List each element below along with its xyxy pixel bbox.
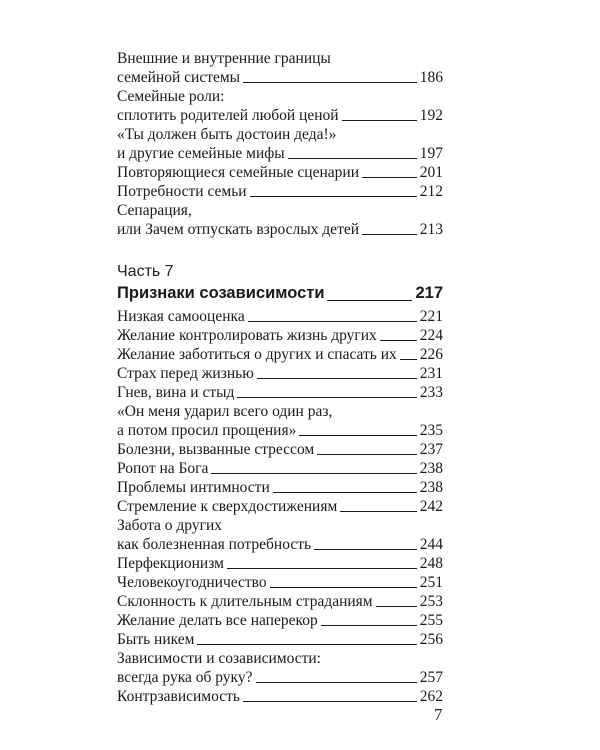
toc-entry[interactable]: [117, 611, 443, 630]
dot-leader: [321, 625, 417, 626]
toc-entry-page: 238: [419, 460, 443, 477]
toc-entry-page: 256: [419, 631, 443, 648]
toc-entry-text: «Он меня ударил всего один раз,: [117, 403, 333, 420]
toc-entry-page: 212: [419, 183, 443, 200]
dot-leader: [327, 300, 412, 301]
toc-entry[interactable]: [117, 554, 443, 573]
dot-leader: [248, 321, 417, 322]
dot-leader: [273, 492, 417, 493]
toc-entry-text: Болезни, вызванные стрессом: [117, 441, 315, 458]
toc-entry-text: Стремление к сверхдостижениям: [117, 498, 338, 515]
toc-entry[interactable]: [117, 307, 443, 326]
toc-entry-text: Повторяющиеся семейные сценарии: [117, 164, 359, 181]
toc-entry[interactable]: [117, 516, 443, 554]
toc-entry-text: Страх перед жизнью: [117, 365, 254, 382]
toc-entry[interactable]: [117, 345, 443, 364]
part-title: Признаки созависимости: [117, 284, 325, 302]
toc-entry-page: 192: [419, 107, 443, 124]
toc-entry-text: Желание делать все наперекор: [117, 612, 318, 629]
toc-entry-page: 231: [419, 365, 443, 382]
dot-leader: [342, 120, 417, 121]
toc-entry-page: 221: [419, 308, 443, 325]
toc-entry[interactable]: [117, 592, 443, 611]
toc-entry-text: Перфекционизм: [117, 555, 224, 572]
toc-entry[interactable]: [117, 125, 443, 163]
toc-entry-text: Внешние и внутренние границы: [117, 50, 331, 67]
toc-entry-page: 251: [419, 574, 443, 591]
toc-entry[interactable]: [117, 497, 443, 516]
toc-entry-text: Низкая самооценка: [117, 308, 245, 325]
toc-entry-text: Желание контролировать жизнь других: [117, 327, 377, 344]
toc-entry[interactable]: [117, 649, 443, 687]
dot-leader: [270, 587, 417, 588]
page-number: 7: [434, 705, 443, 724]
toc-entry-page: 186: [419, 69, 443, 86]
toc-entry-text: а потом просил прощения»: [117, 422, 297, 439]
toc-entry-text: Забота о других: [117, 517, 223, 534]
toc-entry-text: Контрзависимость: [117, 688, 240, 705]
toc-entry-text: Проблемы интимности: [117, 479, 270, 496]
dot-leader: [288, 158, 417, 159]
toc-entry-page: 226: [419, 346, 443, 363]
toc-entry-page: 248: [419, 555, 443, 572]
table-of-contents: [117, 49, 443, 706]
part-label: Часть 7: [117, 263, 174, 280]
toc-entry-text: Человекоугодничество: [117, 574, 267, 591]
dot-leader: [314, 549, 417, 550]
dot-leader: [227, 568, 417, 569]
toc-entry-page: 235: [419, 422, 443, 439]
toc-entry-page: 233: [419, 384, 443, 401]
toc-entry-page: 257: [419, 669, 443, 686]
dot-leader: [256, 682, 417, 683]
toc-entry-page: 244: [419, 536, 443, 553]
dot-leader: [380, 340, 417, 341]
toc-entry-text: Быть никем: [117, 631, 195, 648]
toc-entry-page: 238: [419, 479, 443, 496]
part-title-page: 217: [415, 284, 443, 302]
toc-entry-text: Потребности семьи: [117, 183, 247, 200]
toc-section-previous: [117, 49, 443, 239]
toc-entry-page: 255: [419, 612, 443, 629]
toc-entry[interactable]: [117, 630, 443, 649]
toc-entry-text: или Зачем отпускать взрослых детей: [117, 221, 360, 238]
toc-entry[interactable]: [117, 459, 443, 478]
toc-entry-page: 262: [419, 688, 443, 705]
toc-entry-page: 213: [419, 221, 443, 238]
toc-entry[interactable]: [117, 49, 443, 87]
toc-entry-text: Склонность к длительным страданиям: [117, 593, 373, 610]
dot-leader: [197, 644, 416, 645]
toc-entry-page: 224: [419, 327, 443, 344]
toc-entry[interactable]: [117, 326, 443, 345]
dot-leader: [211, 473, 416, 474]
toc-entry[interactable]: [117, 163, 443, 182]
toc-entry[interactable]: [117, 478, 443, 497]
toc-entry[interactable]: [117, 440, 443, 459]
dot-leader: [340, 511, 416, 512]
toc-entry-text: Гнев, вина и стыд: [117, 384, 235, 401]
toc-entry-text: семейной системы: [117, 69, 241, 86]
dot-leader: [362, 177, 417, 178]
toc-entry-page: 201: [419, 164, 443, 181]
toc-entry-text: всегда рука об руку?: [117, 669, 253, 686]
toc-entry-page: 253: [419, 593, 443, 610]
toc-entry-text: Семейные роли:: [117, 88, 225, 105]
dot-leader: [317, 454, 417, 455]
dot-leader: [362, 234, 417, 235]
toc-entry[interactable]: [117, 182, 443, 201]
dot-leader: [243, 82, 417, 83]
toc-entry-text: Ропот на Бога: [117, 460, 209, 477]
toc-entry[interactable]: [117, 402, 443, 440]
toc-entry[interactable]: [117, 364, 443, 383]
toc-entry-text: «Ты должен быть достоин деда!»: [117, 126, 337, 143]
dot-leader: [376, 606, 417, 607]
dot-leader: [299, 435, 416, 436]
toc-entry[interactable]: [117, 201, 443, 239]
dot-leader: [237, 397, 416, 398]
toc-entry-page: 242: [419, 498, 443, 515]
dot-leader: [250, 196, 417, 197]
part-title-entry[interactable]: [117, 282, 443, 305]
toc-entry-text: как болезненная потребность: [117, 536, 312, 553]
toc-entry-page: 237: [419, 441, 443, 458]
section-gap: [117, 239, 443, 261]
toc-entry[interactable]: [117, 687, 443, 706]
toc-entry-text: сплотить родителей любой ценой: [117, 107, 339, 124]
toc-entry[interactable]: [117, 573, 443, 592]
toc-entry-text: и другие семейные мифы: [117, 145, 285, 162]
dot-leader: [257, 378, 417, 379]
toc-entry-text: Сепарация,: [117, 202, 192, 219]
dot-leader: [400, 359, 417, 360]
toc-entry[interactable]: [117, 87, 443, 125]
toc-section-part-7: [117, 307, 443, 706]
toc-entry[interactable]: [117, 383, 443, 402]
toc-entry-text: Зависимости и созависимости:: [117, 650, 321, 667]
toc-entry-page: 197: [419, 145, 443, 162]
dot-leader: [243, 701, 417, 702]
toc-entry-text: Желание заботиться о других и спасать их: [117, 346, 397, 363]
